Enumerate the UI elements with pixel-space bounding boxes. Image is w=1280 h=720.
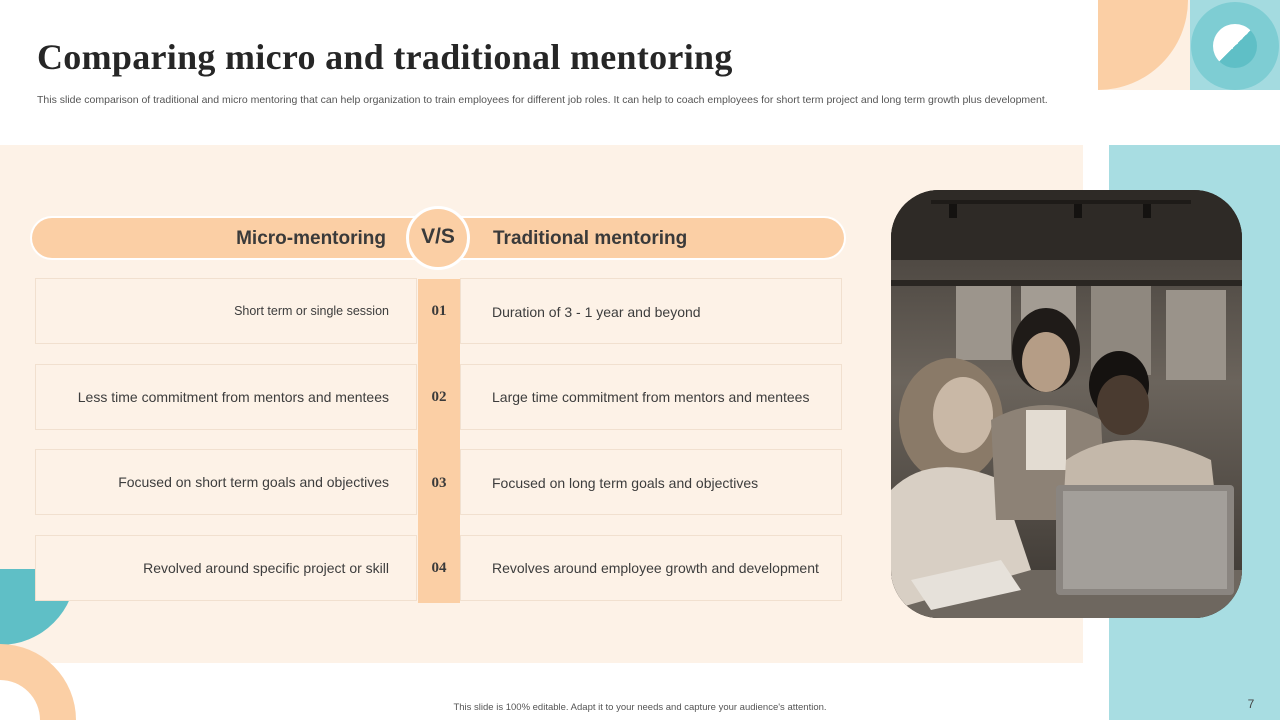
footer-note: This slide is 100% editable. Adapt it to your needs and capture your audience's attention. bbox=[453, 702, 827, 713]
row-number-2: 02 bbox=[431, 389, 447, 405]
micro-point-2: Less time commitment from mentors and mentees bbox=[77, 389, 389, 405]
decorative-peach-corner bbox=[1098, 0, 1190, 90]
row-number-1: 01 bbox=[431, 303, 447, 319]
page-number: 7 bbox=[1247, 697, 1255, 711]
traditional-point-3: Focused on long term goals and objectives bbox=[492, 475, 759, 491]
micro-mentoring-heading: Micro-mentoring bbox=[236, 228, 386, 249]
traditional-mentoring-heading: Traditional mentoring bbox=[493, 228, 688, 249]
vs-badge bbox=[406, 206, 470, 270]
page-title: Comparing micro and traditional mentoring bbox=[37, 37, 733, 77]
team-photo bbox=[891, 190, 1242, 618]
micro-point-3: Focused on short term goals and objectives bbox=[118, 474, 389, 490]
photo-people-laptop-icon bbox=[891, 190, 1242, 618]
row-number-4: 04 bbox=[431, 560, 447, 576]
vs-label: V/S bbox=[421, 225, 455, 248]
page-subtitle: This slide comparison of traditional and micro mentoring that can help organization to train employees for different job roles. It can help to coach employees for short term project and long term growth plus development. bbox=[37, 94, 1048, 106]
number-column-strip bbox=[418, 279, 460, 603]
micro-point-4: Revolved around specific project or skill bbox=[143, 560, 389, 576]
traditional-point-4: Revolves around employee growth and development bbox=[492, 560, 819, 576]
micro-point-1: Short term or single session bbox=[234, 304, 389, 318]
traditional-point-1: Duration of 3 - 1 year and beyond bbox=[492, 304, 701, 320]
traditional-point-2: Large time commitment from mentors and mentees bbox=[492, 389, 810, 405]
decorative-teal-corner bbox=[1190, 0, 1280, 90]
row-number-3: 03 bbox=[431, 475, 447, 491]
